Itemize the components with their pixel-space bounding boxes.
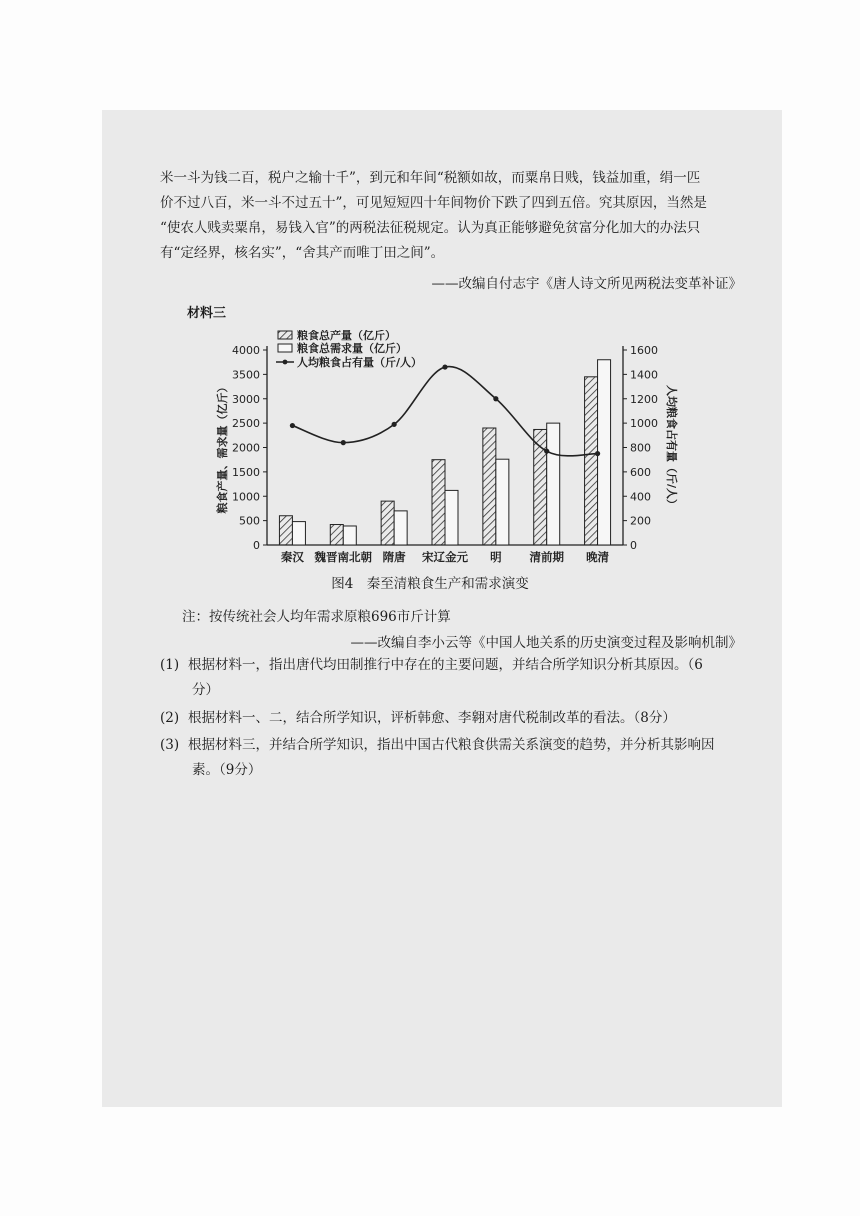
per-capita-point xyxy=(595,451,600,456)
question-1 xyxy=(160,653,745,703)
legend-per-capita-marker xyxy=(283,360,288,365)
right-tick-label: 200 xyxy=(630,514,651,528)
right-tick-label: 1600 xyxy=(630,344,658,357)
question-1-text: 根据材料一，指出唐代均田制推行中存在的主要问题，并结合所学知识分析其原因。（6 xyxy=(188,657,703,673)
category-label: 魏晋南北朝 xyxy=(314,550,373,564)
left-tick-label: 0 xyxy=(253,539,260,552)
demand-bar xyxy=(496,459,509,545)
production-bar xyxy=(330,525,343,545)
per-capita-point xyxy=(493,396,498,401)
right-tick-label: 1400 xyxy=(630,368,658,382)
question-2-text: 根据材料一、二，结合所学知识，评析韩愈、李翱对唐代税制改革的看法。（8分） xyxy=(188,710,676,726)
per-capita-point xyxy=(392,422,397,427)
right-tick-label: 800 xyxy=(630,441,651,455)
left-tick-label: 1500 xyxy=(232,465,260,479)
question-3-continuation: 素。（9分） xyxy=(192,762,262,778)
legend-production-label: 粮食总产量（亿斤） xyxy=(297,330,396,342)
right-tick-label: 1000 xyxy=(630,417,658,431)
legend-demand-swatch xyxy=(278,344,292,352)
category-label: 隋唐 xyxy=(382,550,406,564)
passage-citation: ——改编自付志宇《唐人诗文所见两税法变革补证》 xyxy=(431,276,742,292)
production-bar xyxy=(585,377,598,545)
passage-line-2: 价不过八百，米一斗不过五十”，可见短短四十年间物价下跌了四到五倍。究其原因，当然是 xyxy=(160,195,707,211)
question-2-number: (2) xyxy=(160,710,180,726)
legend-production-swatch xyxy=(278,331,292,339)
question-2 xyxy=(160,706,745,731)
category-label: 秦汉 xyxy=(280,550,304,564)
grain-chart xyxy=(210,330,690,600)
question-1-number: (1) xyxy=(160,657,180,673)
category-label: 明 xyxy=(490,550,502,564)
question-3-number: (3) xyxy=(160,737,180,753)
right-tick-label: 0 xyxy=(630,539,637,552)
chart-note: 注：按传统社会人均年需求原粮696市斤计算 xyxy=(182,609,451,625)
question-3 xyxy=(160,733,745,783)
left-tick-label: 3500 xyxy=(232,368,260,382)
category-label: 清前期 xyxy=(529,550,564,564)
legend-demand-label: 粮食总需求量（亿斤） xyxy=(297,342,407,355)
figure-caption: 图4 秦至清粮食生产和需求演变 xyxy=(331,576,529,592)
left-tick-label: 4000 xyxy=(232,344,260,357)
per-capita-point xyxy=(442,364,447,369)
demand-bar xyxy=(343,526,356,545)
per-capita-point xyxy=(544,449,549,454)
category-label: 宋辽金元 xyxy=(422,550,468,564)
right-tick-label: 400 xyxy=(630,490,651,504)
passage-line-4: 有“定经界，核名实”，“舍其产而唯丁田之间”。 xyxy=(160,245,445,261)
legend-per-capita-label: 人均粮食占有量（斤/人） xyxy=(297,356,423,369)
left-tick-label: 500 xyxy=(239,514,260,528)
production-bar xyxy=(432,460,445,545)
demand-bar xyxy=(394,511,407,545)
category-label: 晚清 xyxy=(586,550,610,564)
right-tick-label: 1200 xyxy=(630,392,658,406)
passage-line-1: 米一斗为钱二百，税户之输十千”，到元和年间“税额如故，而粟帛日贱，钱益加重，绢一匹 xyxy=(160,170,701,186)
chart-source: ——改编自李小云等《中国人地关系的历史演变过程及影响机制》 xyxy=(350,635,742,651)
passage-line-3: “使农人贱卖粟帛，易钱入官”的两税法征税规定。认为真正能够避免贫富分化加大的办法只 xyxy=(160,220,701,236)
production-bar xyxy=(381,501,394,545)
question-1-continuation: 分） xyxy=(192,682,219,698)
per-capita-point xyxy=(290,423,295,428)
right-axis-title: 人均粮食占有量（斤/人） xyxy=(665,384,678,511)
demand-bar xyxy=(445,490,458,545)
production-bar xyxy=(279,516,292,545)
left-tick-label: 1000 xyxy=(232,490,260,504)
left-tick-label: 2500 xyxy=(232,417,260,431)
right-tick-label: 600 xyxy=(630,465,651,479)
demand-bar xyxy=(292,522,305,545)
material-3-label: 材料三 xyxy=(187,306,227,321)
left-tick-label: 3000 xyxy=(232,392,260,406)
left-tick-label: 2000 xyxy=(232,441,260,455)
per-capita-point xyxy=(341,440,346,445)
left-axis-title: 粮食产量、需求量（亿斤） xyxy=(216,381,229,514)
question-3-text: 根据材料三，并结合所学知识，指出中国古代粮食供需关系演变的趋势，并分析其影响因 xyxy=(188,737,715,753)
demand-bar xyxy=(547,423,560,545)
production-bar xyxy=(483,428,496,545)
